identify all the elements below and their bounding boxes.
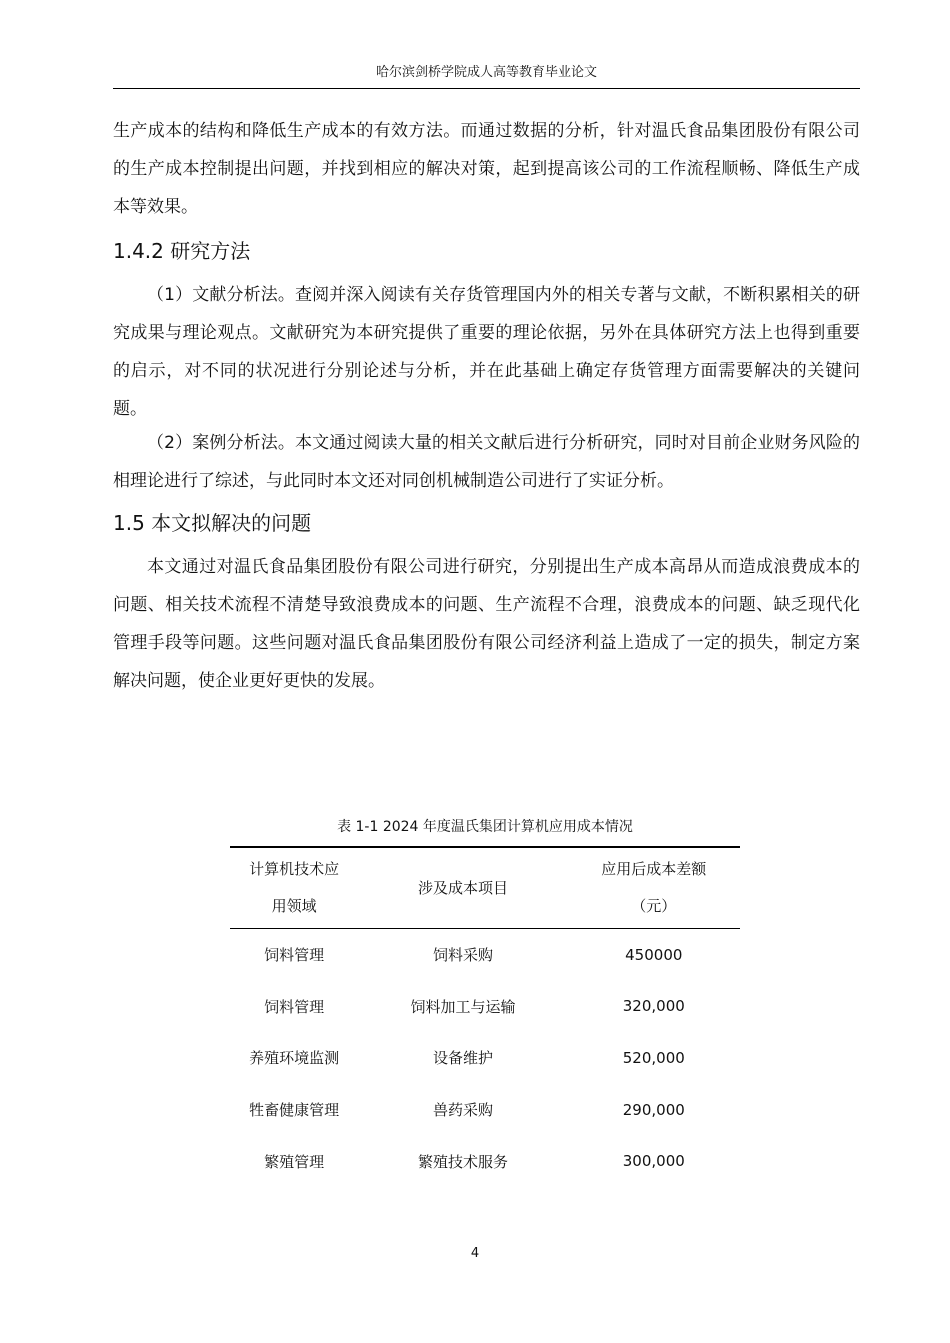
cell-amount: 450000 xyxy=(625,945,683,964)
table-header-row xyxy=(230,847,740,929)
cell-item: 设备维护 xyxy=(432,1049,493,1068)
cell-amount: 300,000 xyxy=(622,1152,685,1171)
table-row xyxy=(230,929,740,981)
cell-item: 兽药采购 xyxy=(432,1101,493,1120)
section-heading-1-4-2: 1.4.2 研究方法 xyxy=(113,239,251,263)
header-cost-diff-line1: 应用后成本差额 xyxy=(601,860,707,878)
cell-amount: 320,000 xyxy=(622,997,685,1016)
cell-item: 饲料加工与运输 xyxy=(410,997,516,1016)
paragraph-case-method: （2）案例分析法。本文通过阅读大量的相关文献后进行分析研究，同时对目前企业财务风险的相理论进行了综述，与此同时本文还对同创机械制造公司进行了实证分析。 xyxy=(113,433,860,491)
table-caption: 表 1-1 2024 年度温氏集团计算机应用成本情况 xyxy=(337,819,633,835)
table-row xyxy=(230,1084,740,1136)
header-cost-item: 涉及成本项目 xyxy=(358,847,567,929)
paragraph-intro-cont: 生产成本的结构和降低生产成本的有效方法。而通过数据的分析，针对温氏食品集团股份有限公司的生产成本控制提出问题，并找到相应的解决对策，起到提高该公司的工作流程顺畅、降低生产成本等效果。 xyxy=(113,121,860,217)
header-domain-line1: 计算机技术应 xyxy=(249,860,340,878)
cell-domain: 繁殖管理 xyxy=(264,1152,325,1171)
cost-table xyxy=(230,846,740,1186)
section-heading-1-5: 1.5 本文拟解决的问题 xyxy=(113,511,312,535)
paragraph-literature-method: （1）文献分析法。查阅并深入阅读有关存货管理国内外的相关专著与文献，不断积累相关的研究成果与理论观点。文献研究为本研究提供了重要的理论依据，另外在具体研究方法上也得到重要的启示，对不同的状况进行分别论述与分析，并在此基础上确定存货管理方面需要解决的关键问题。 xyxy=(113,285,860,419)
cell-domain: 饲料管理 xyxy=(264,997,325,1016)
header-domain-line2: 用领域 xyxy=(271,897,317,915)
paragraph-problems: 本文通过对温氏食品集团股份有限公司进行研究，分别提出生产成本高昂从而造成浪费成本的问题、相关技术流程不清楚导致浪费成本的问题、生产流程不合理，浪费成本的问题、缺乏现代化管理手段等问题。这些问题对温氏食品集团股份有限公司经济利益上造成了一定的损失，制定方案解决问题，使企业更好更快的发展。 xyxy=(113,557,860,691)
table-row xyxy=(230,1032,740,1084)
cell-item: 饲料采购 xyxy=(432,946,493,965)
cell-amount: 520,000 xyxy=(622,1048,685,1067)
cell-domain: 牲畜健康管理 xyxy=(249,1101,340,1120)
cell-item: 繁殖技术服务 xyxy=(417,1152,508,1171)
table-row xyxy=(230,981,740,1033)
page-number: 4 xyxy=(470,1246,480,1261)
header-cost-diff xyxy=(568,847,740,929)
table-row xyxy=(230,1135,740,1186)
header-cost-diff-line2: （元） xyxy=(631,897,677,915)
running-header: 哈尔滨剑桥学院成人高等教育毕业论文 xyxy=(113,58,860,89)
header-domain xyxy=(230,847,358,929)
cell-amount: 290,000 xyxy=(622,1100,685,1119)
cell-domain: 饲料管理 xyxy=(264,946,325,965)
cell-domain: 养殖环境监测 xyxy=(249,1049,340,1068)
